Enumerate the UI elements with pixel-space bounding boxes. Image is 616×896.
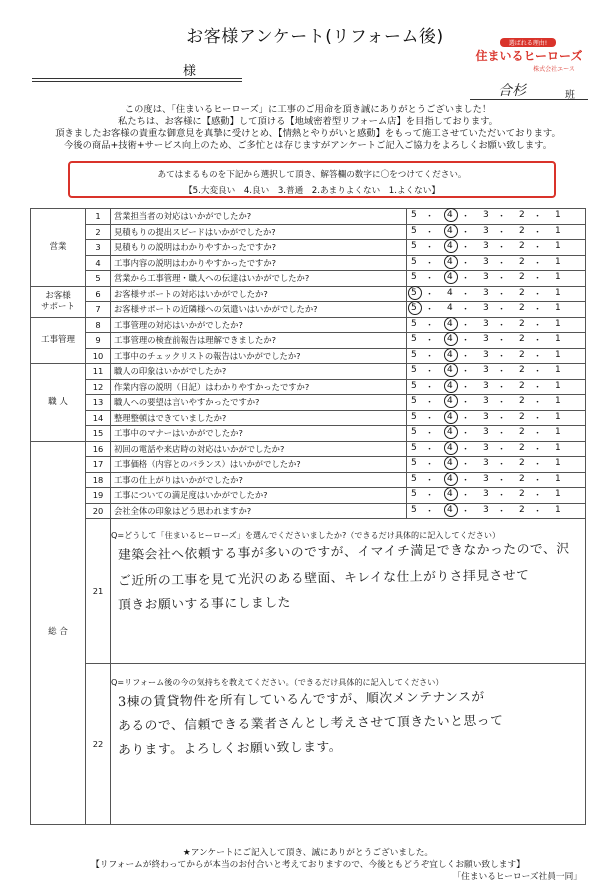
selected-rating-circle [444,363,458,377]
rating-option-1[interactable]: 1 [555,303,561,313]
rating-scale[interactable] [407,224,586,240]
team-name-handwritten: 合杉 [498,83,526,99]
rating-option-5[interactable]: 5 [411,210,417,220]
rating-option-1[interactable]: 1 [555,380,561,391]
question-text: 会社全体の印象はどう思われますか? [111,503,407,519]
rating-separator: ・ [425,320,435,331]
rating-separator: ・ [497,274,507,284]
question-text: 工事価格（内容とのバランス）はいかがでしたか? [111,457,407,473]
rating-separator: ・ [425,258,435,269]
rating-scale[interactable] [407,379,586,395]
selected-rating-circle [444,208,458,222]
rating-option-1[interactable]: 1 [555,210,561,220]
rating-separator: ・ [497,398,507,408]
rating-option-1[interactable]: 1 [555,427,561,437]
rating-option-1[interactable]: 1 [555,256,561,267]
rating-option-5[interactable]: 5 [411,380,417,391]
rating-separator: ・ [461,413,471,424]
rating-option-2[interactable]: 2 [519,225,525,236]
rating-separator: ・ [497,305,507,315]
rating-separator: ・ [425,491,435,501]
rating-separator: ・ [497,351,507,362]
rating-option-4[interactable]: 4 [447,442,453,453]
rating-separator: ・ [497,320,507,331]
rating-separator: ・ [461,227,471,238]
rating-option-4[interactable]: 4 [447,349,453,360]
rating-option-3[interactable]: 3 [483,225,489,236]
rating-separator: ・ [533,258,543,269]
rating-scale[interactable] [407,255,586,271]
question-number: 8 [86,317,111,333]
rating-option-3[interactable]: 3 [483,489,489,499]
rating-separator: ・ [461,460,471,470]
rating-separator: ・ [461,444,471,455]
rating-scale[interactable] [407,271,586,287]
rating-separator: ・ [461,336,471,346]
rating-option-2[interactable]: 2 [519,442,525,453]
question-text: 営業担当者の対応はいかがでしたか? [111,209,407,225]
rating-separator: ・ [497,413,507,424]
rating-option-5[interactable]: 5 [411,334,417,344]
recipient-name-line [32,78,242,79]
logo-company: 株式会社エース [533,66,575,73]
question-number: 13 [86,395,111,411]
question-text: 工事についての満足度はいかがでしたか? [111,488,407,504]
rating-option-2[interactable]: 2 [519,365,525,375]
rating-scale[interactable] [407,348,586,364]
rating-separator: ・ [461,289,471,300]
rating-separator: ・ [425,444,435,455]
rating-scale[interactable] [407,286,586,302]
rating-option-4[interactable]: 4 [447,411,453,422]
rating-scale[interactable] [407,410,586,426]
rating-scale[interactable] [407,488,586,504]
rating-separator: ・ [461,320,471,331]
selected-rating-circle [444,224,458,238]
selected-rating-circle [444,348,458,362]
selected-rating-circle [444,425,458,439]
rating-option-2[interactable]: 2 [519,458,525,468]
rating-separator: ・ [425,506,435,517]
question-number: 7 [86,302,111,318]
footer-message: 【リフォームが終わってからが本当のお付合いと考えておりますので、今後ともどうぞ宜しくお願い致します】 [91,860,525,870]
rating-option-3[interactable]: 3 [483,473,489,484]
rating-separator: ・ [461,258,471,269]
rating-option-1[interactable]: 1 [555,458,561,468]
rating-scale[interactable] [407,364,586,380]
question-text: 初回の電話や来店時の対応はいかがでしたか? [111,441,407,457]
rating-option-2[interactable]: 2 [519,318,525,329]
rating-option-4[interactable]: 4 [447,365,453,375]
selected-rating-circle [408,286,422,300]
rating-separator: ・ [533,398,543,408]
rating-separator: ・ [497,444,507,455]
rating-scale[interactable] [407,472,586,488]
rating-separator: ・ [533,413,543,424]
rating-option-1[interactable]: 1 [555,241,561,251]
rating-separator: ・ [497,429,507,439]
rating-option-5[interactable]: 5 [411,272,417,282]
selected-rating-circle [444,332,458,346]
rating-separator: ・ [425,305,435,315]
question-number: 12 [86,379,111,395]
rating-scale[interactable] [407,426,586,442]
question-text: 工事管理の対応はいかがでしたか? [111,317,407,333]
rating-option-5[interactable]: 5 [411,287,417,298]
rating-option-4[interactable]: 4 [447,225,453,236]
rating-option-2[interactable]: 2 [519,380,525,391]
rating-option-3[interactable]: 3 [483,396,489,406]
rating-option-2[interactable]: 2 [519,303,525,313]
rating-option-5[interactable]: 5 [411,458,417,468]
rating-option-4[interactable]: 4 [447,241,453,251]
rating-scale[interactable] [407,457,586,473]
rating-separator: ・ [533,491,543,501]
rating-option-3[interactable]: 3 [483,241,489,251]
question-number: 19 [86,488,111,504]
rating-separator: ・ [461,351,471,362]
rating-option-3[interactable]: 3 [483,411,489,422]
rating-scale[interactable] [407,333,586,349]
rating-option-1[interactable]: 1 [555,334,561,344]
q21-answer-line-1: 建築会社へ依頼する事が多いのですが、イマイチ満足できなかったので、沢 [117,541,570,563]
question-number: 20 [86,503,111,519]
rating-option-4[interactable]: 4 [447,489,453,499]
rating-option-3[interactable]: 3 [483,458,489,468]
question-number: 5 [86,271,111,287]
rating-option-2[interactable]: 2 [519,272,525,282]
rating-option-2[interactable]: 2 [519,473,525,484]
selected-rating-circle [444,317,458,331]
question-number: 22 [86,664,111,825]
q21-answer-area [108,530,586,674]
rating-option-2[interactable]: 2 [519,287,525,298]
rating-option-1[interactable]: 1 [555,365,561,375]
question-number: 9 [86,333,111,349]
question-text: 職人への要望は言いやすかったですか? [111,395,407,411]
selected-rating-circle [408,301,422,315]
rating-separator: ・ [461,367,471,377]
rating-option-4[interactable]: 4 [447,272,453,282]
rating-option-1[interactable]: 1 [555,396,561,406]
question-text: 整理整頓はできていましたか? [111,410,407,426]
logo-tagline: 選ばれる理由! [508,40,548,47]
rating-option-4[interactable]: 4 [447,318,453,329]
selected-rating-circle [444,503,458,517]
rating-option-3[interactable]: 3 [483,210,489,220]
team-line [470,99,588,100]
rating-separator: ・ [425,212,435,222]
rating-option-2[interactable]: 2 [519,241,525,251]
intro-line-3: 頂きましたお客様の貴重な御意見を真摯に受けとめ、【情熱とやりがいと感動】をもって施工させていただいております。 [55,128,561,139]
rating-option-1[interactable]: 1 [555,287,561,298]
category-label: 工事管理 [31,317,86,364]
rating-separator: ・ [533,289,543,300]
recipient-name-line-double [32,81,242,82]
rating-option-3[interactable]: 3 [483,318,489,329]
question-number: 2 [86,224,111,240]
rating-separator: ・ [425,475,435,486]
rating-option-5[interactable]: 5 [411,318,417,329]
rating-option-5[interactable]: 5 [411,473,417,484]
rating-separator: ・ [533,367,543,377]
rating-separator: ・ [497,506,507,517]
rating-option-5[interactable]: 5 [411,442,417,453]
rating-separator: ・ [533,274,543,284]
rating-option-1[interactable]: 1 [555,225,561,236]
rating-option-2[interactable]: 2 [519,504,525,515]
rating-separator: ・ [497,336,507,346]
rating-separator: ・ [425,413,435,424]
rating-separator: ・ [425,289,435,300]
rating-scale[interactable] [407,441,586,457]
selected-rating-circle [444,441,458,455]
rating-scale[interactable] [407,503,586,519]
rating-separator: ・ [461,305,471,315]
question-number: 14 [86,410,111,426]
selected-rating-circle [444,456,458,470]
rating-separator: ・ [497,227,507,238]
rating-separator: ・ [533,475,543,486]
rating-option-2[interactable]: 2 [519,256,525,267]
rating-option-3[interactable]: 3 [483,334,489,344]
question-number: 15 [86,426,111,442]
rating-option-3[interactable]: 3 [483,442,489,453]
rating-scale[interactable] [407,317,586,333]
q22-answer-line-3: あります。よろしくお願い致します。 [117,739,343,758]
question-text: 営業から工事管理・職人への伝達はいかがでしたか? [111,271,407,287]
rating-separator: ・ [497,382,507,393]
rating-separator: ・ [533,429,543,439]
rating-separator: ・ [533,212,543,222]
rating-option-5[interactable]: 5 [411,427,417,437]
intro-line-1: この度は、「住まいるヒーローズ」に工事のご用命を頂き誠にありがとうございました！ [124,104,492,115]
rating-separator: ・ [461,274,471,284]
rating-separator: ・ [533,460,543,470]
rating-separator: ・ [425,460,435,470]
rating-option-5[interactable]: 5 [411,256,417,267]
rating-option-2[interactable]: 2 [519,334,525,344]
question-text: 工事管理の検査前報告は理解できましたか? [111,333,407,349]
selected-rating-circle [444,270,458,284]
rating-option-1[interactable]: 1 [555,411,561,422]
rating-option-3[interactable]: 3 [483,504,489,515]
team-suffix: 班 [565,90,575,101]
question-number: 17 [86,457,111,473]
rating-separator: ・ [425,243,435,253]
rating-option-1[interactable]: 1 [555,504,561,515]
rating-separator: ・ [425,429,435,439]
rating-option-4[interactable]: 4 [447,504,453,515]
rating-option-4[interactable]: 4 [447,396,453,406]
rating-separator: ・ [425,382,435,393]
rating-option-5[interactable]: 5 [411,241,417,251]
rating-separator: ・ [425,274,435,284]
question-text: 工事中のチェックリストの報告はいかがでしたか? [111,348,407,364]
rating-option-5[interactable]: 5 [411,365,417,375]
category-label: 営業 [31,209,86,287]
question-text: 作業内容の説明（日記）はわかりやすかったですか? [111,379,407,395]
q22-prompt: Q=リフォーム後の今の気持ちを教えてください。（できるだけ具体的に記入してください） [111,677,444,687]
rating-option-1[interactable]: 1 [555,349,561,360]
question-number: 11 [86,364,111,380]
rating-scale[interactable] [407,302,586,318]
rating-option-3[interactable]: 3 [483,349,489,360]
rating-option-4[interactable]: 4 [447,458,453,468]
rating-separator: ・ [533,351,543,362]
rating-option-3[interactable]: 3 [483,365,489,375]
rating-separator: ・ [533,336,543,346]
rating-option-4[interactable]: 4 [447,473,453,484]
question-text: 職人の印象はいかがでしたか? [111,364,407,380]
rating-option-4[interactable]: 4 [447,303,453,313]
question-number: 6 [86,286,111,302]
rating-separator: ・ [425,398,435,408]
q22-answer-line-1: 3棟の賃貸物件を所有しているんですが、順次メンテナンスが [117,689,485,710]
rating-separator: ・ [497,491,507,501]
selected-rating-circle [444,472,458,486]
rating-option-1[interactable]: 1 [555,318,561,329]
category-label: 職 人 [31,364,86,442]
rating-separator: ・ [497,475,507,486]
rating-option-1[interactable]: 1 [555,442,561,453]
rating-separator: ・ [533,227,543,238]
q21-answer-line-3: 頂きお願いする事にしました [117,595,291,613]
rating-option-3[interactable]: 3 [483,303,489,313]
selected-rating-circle [444,394,458,408]
question-text: 工事の仕上がりはいかがでしたか? [111,472,407,488]
page-title: お客様アンケート(リフォーム後) [186,27,444,47]
rating-option-3[interactable]: 3 [483,256,489,267]
logo-brand: 住まいるヒーローズ [475,49,583,63]
selected-rating-circle [444,379,458,393]
instructions-line-2: 【5.大変良い 4.良い 3.普通 2.あまりよくない 1.よくない】 [184,186,440,196]
rating-separator: ・ [461,491,471,501]
footer-signature: 「住まいるヒーローズ社員一同」 [452,872,582,882]
rating-separator: ・ [461,212,471,222]
rating-separator: ・ [425,227,435,238]
rating-scale[interactable] [407,209,586,225]
intro-line-2: 私たちは、お客様に【感動】して頂ける【地域密着型リフォーム店】を目指しております。 [118,116,498,127]
rating-option-3[interactable]: 3 [483,272,489,282]
q21-prompt: Q=どうして「住まいるヒーローズ」を選んでくださいましたか?（できるだけ具体的に記入してください） [111,530,501,540]
rating-option-5[interactable]: 5 [411,504,417,515]
rating-scale[interactable] [407,240,586,256]
selected-rating-circle [444,255,458,269]
rating-option-4[interactable]: 4 [447,334,453,344]
question-number: 4 [86,255,111,271]
question-number: 18 [86,472,111,488]
question-number: 1 [86,209,111,225]
rating-option-5[interactable]: 5 [411,396,417,406]
rating-separator: ・ [461,398,471,408]
rating-separator: ・ [461,475,471,486]
category-label: お客様 サポート [31,286,86,317]
question-text: お客様サポートの近隣様への気遣いはいかがでしたか? [111,302,407,318]
rating-option-5[interactable]: 5 [411,225,417,236]
rating-separator: ・ [461,429,471,439]
rating-separator: ・ [461,382,471,393]
question-text: お客様サポートの対応はいかがでしたか? [111,286,407,302]
selected-rating-circle [444,239,458,253]
rating-option-3[interactable]: 3 [483,380,489,391]
rating-separator: ・ [497,212,507,222]
q22-answer-area [108,677,586,837]
rating-option-4[interactable]: 4 [447,287,453,298]
rating-option-4[interactable]: 4 [447,256,453,267]
rating-separator: ・ [425,351,435,362]
recipient-suffix: 様 [183,64,197,79]
question-text: 工事内容の説明はわかりやすかったですか? [111,255,407,271]
rating-option-5[interactable]: 5 [411,349,417,360]
rating-separator: ・ [533,506,543,517]
intro-line-4: 今後の商品+技術+サービス向上のため、ご多忙とは存じますがアンケートご記入ご協力をよろしくお願い致します。 [63,140,553,151]
rating-separator: ・ [533,444,543,455]
rating-option-1[interactable]: 1 [555,473,561,484]
instructions-line-1: あてはまるものを下記から選択して頂き、解答欄の数字に〇をつけてください。 [157,170,467,180]
rating-option-1[interactable]: 1 [555,489,561,499]
rating-separator: ・ [425,367,435,377]
question-number: 21 [86,519,111,664]
rating-option-5[interactable]: 5 [411,411,417,422]
rating-option-4[interactable]: 4 [447,427,453,437]
selected-rating-circle [444,487,458,501]
rating-separator: ・ [461,506,471,517]
question-number: 16 [86,441,111,457]
rating-separator: ・ [497,258,507,269]
company-logo [470,38,588,76]
selected-rating-circle [444,410,458,424]
rating-option-3[interactable]: 3 [483,287,489,298]
rating-separator: ・ [533,305,543,315]
rating-option-5[interactable]: 5 [411,489,417,499]
rating-option-2[interactable]: 2 [519,349,525,360]
rating-separator: ・ [497,367,507,377]
rating-option-5[interactable]: 5 [411,303,417,313]
rating-separator: ・ [461,243,471,253]
question-text: 見積もりの説明はわかりやすかったですか? [111,240,407,256]
rating-separator: ・ [533,243,543,253]
rating-separator: ・ [497,289,507,300]
rating-option-2[interactable]: 2 [519,411,525,422]
rating-separator: ・ [533,382,543,393]
rating-option-2[interactable]: 2 [519,427,525,437]
question-text: 工事中のマナーはいかがでしたか? [111,426,407,442]
rating-option-1[interactable]: 1 [555,272,561,282]
rating-option-4[interactable]: 4 [447,210,453,220]
q21-answer-line-2: ご近所の工事を見て光沢のある壁面、キレイな仕上がりさ拝見させて [117,568,530,589]
rating-separator: ・ [533,320,543,331]
rating-option-4[interactable]: 4 [447,380,453,391]
rating-scale[interactable] [407,395,586,411]
question-text: 見積もりの提出スピードはいかがでしたか? [111,224,407,240]
rating-option-2[interactable]: 2 [519,489,525,499]
rating-separator: ・ [497,243,507,253]
category-label: 総 合 [31,441,86,825]
rating-separator: ・ [497,460,507,470]
q22-answer-line-2: あるので、信頼できる業者さんとし考えさせて頂きたいと思って [117,713,504,734]
question-number: 10 [86,348,111,364]
rating-option-3[interactable]: 3 [483,427,489,437]
rating-separator: ・ [425,336,435,346]
footer-thanks: ★アンケートにご記入して頂き、誠にありがとうございました。 [182,848,434,858]
rating-option-2[interactable]: 2 [519,396,525,406]
question-number: 3 [86,240,111,256]
rating-option-2[interactable]: 2 [519,210,525,220]
